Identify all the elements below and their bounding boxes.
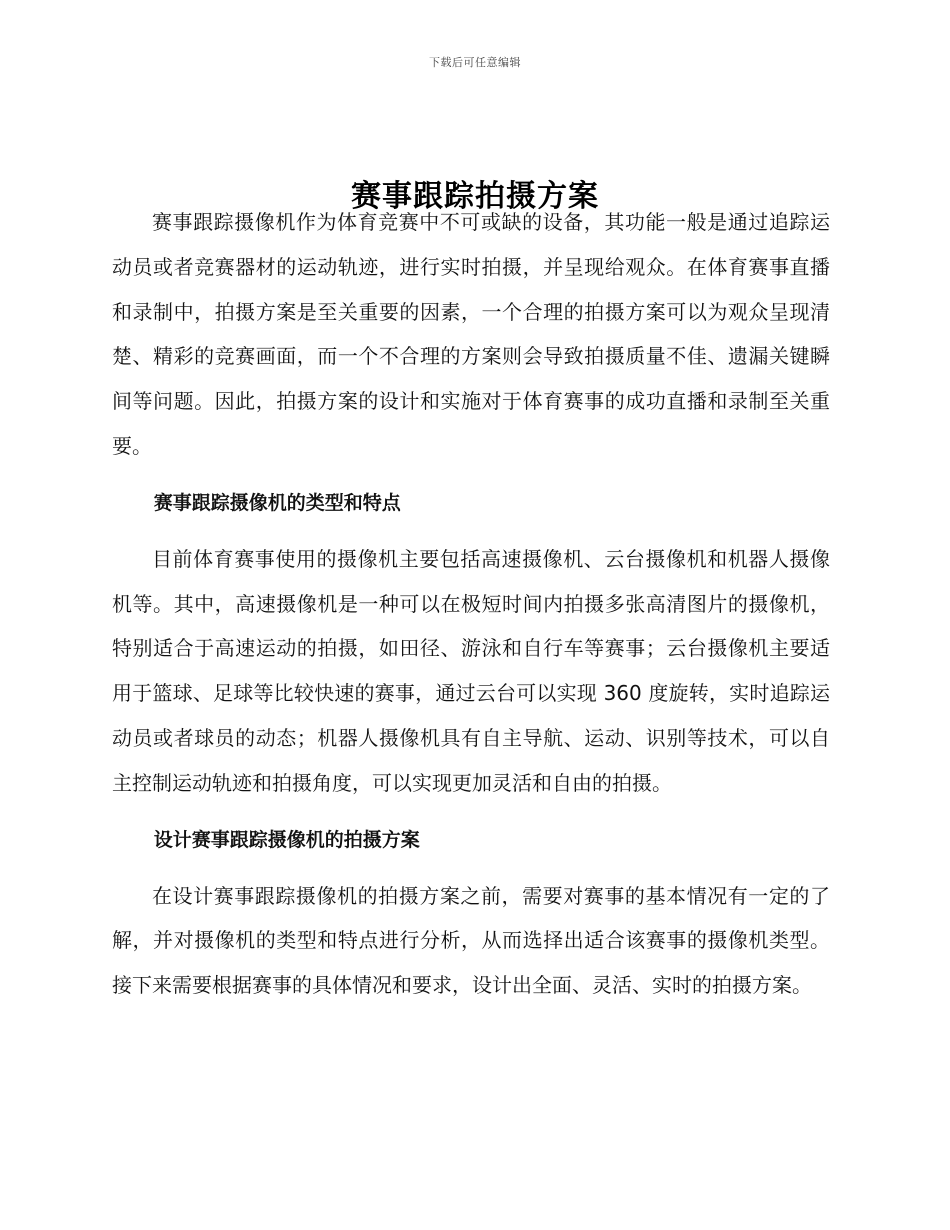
section-paragraph-camera-types: 目前体育赛事使用的摄像机主要包括高速摄像机、云台摄像机和机器人摄像机等。其中，高速摄像机是一种可以在极短时间内拍摄多张高清图片的摄像机，特别适合于高速运动的拍摄，如田径、游泳和自行车等赛事；云台摄像机主要适用于篮球、足球等比较快速的赛事，通过云台可以实现 360 度旋转，实时追踪运动员或者球员的动态；机器人摄像机具有自主导航、运动、识别等技术，可以自主控制运动轨迹和拍摄角度，可以实现更加灵活和自由的拍摄。: [112, 546, 830, 795]
intro-paragraph: 赛事跟踪摄像机作为体育竞赛中不可或缺的设备，其功能一般是通过追踪运动员或者竞赛器材的运动轨迹，进行实时拍摄，并呈现给观众。在体育赛事直播和录制中，拍摄方案是至关重要的因素，一个合理的拍摄方案可以为观众呈现清楚、精彩的竞赛画面，而一个不合理的方案则会导致拍摄质量不佳、遗漏关键瞬间等问题。因此，拍摄方案的设计和实施对于体育赛事的成功直播和录制至关重要。: [112, 210, 830, 458]
header-note: 下载后可任意编辑: [429, 56, 521, 69]
section-paragraph-shooting-plan: 在设计赛事跟踪摄像机的拍摄方案之前，需要对赛事的基本情况有一定的了解，并对摄像机的类型和特点进行分析，从而选择出适合该赛事的摄像机类型。接下来需要根据赛事的具体情况和要求，设计出全面、灵活、实时的拍摄方案。: [112, 883, 830, 998]
section-heading-camera-types: 赛事跟踪摄像机的类型和特点: [153, 491, 401, 514]
document-body: [112, 200, 830, 1008]
section-heading-shooting-plan: 设计赛事跟踪摄像机的拍摄方案: [153, 828, 420, 851]
document-title: 赛事跟踪拍摄方案: [351, 179, 599, 215]
